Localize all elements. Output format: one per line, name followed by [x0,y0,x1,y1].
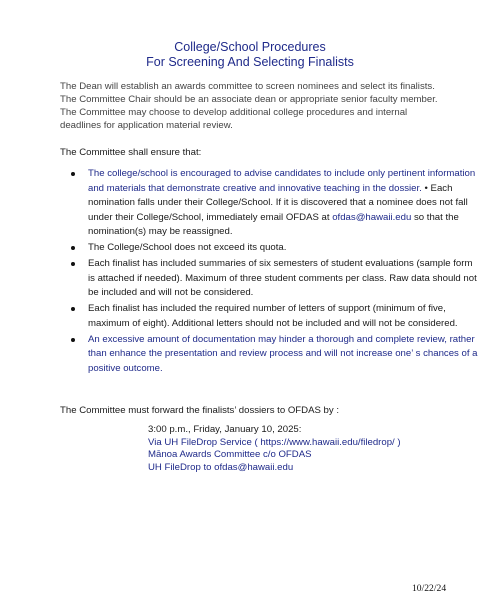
manoa-committee-line: Mānoa Awards Committee c/o OFDAS [148,449,312,460]
bullet-1-text-b: so that the nomination(s) may be reassigned. [88,211,459,237]
forward-heading: The Committee must forward the finalists’ dossiers to OFDAS by : [60,405,340,416]
deadline-time: 3:00 p.m., Friday, January 10, 2025: [148,424,302,435]
filedrop-to-prefix: UH FileDrop to [148,461,215,473]
title-line-1: College/School Procedures [174,40,326,54]
filedrop-service-prefix: Via UH FileDrop Service ( [148,436,261,448]
list-item [88,167,480,240]
ofdas-email-link-2[interactable]: ofdas@hawaii.edu [214,461,294,473]
intro-paragraph: The Dean will establish an awards committee to screen nominees and select its finalists. The Committee Chair should be an associate dean or appropriate senior faculty member. The Committee may choose to develop additional college procedures and internal deadlines for application material review. [60,81,438,131]
filedrop-service-suffix: ) [394,436,401,448]
revision-date: 10/22/24 [412,583,447,594]
filedrop-to-line [148,462,401,475]
filedrop-url-link[interactable]: https://www.hawaii.edu/filedrop/ [260,436,395,448]
list-item [88,241,480,256]
bullet-3-text: Each finalist has included summaries of six semesters of student evaluations (sample form is attached if needed). Maximum of three student comments per class. Raw data should not be included and will not be considered. [88,258,477,298]
bullet-4-text: Each finalist has included the required number of letters of support (minimum of five, maximum of eight). Additional letters should not be included and will not be considered. [88,303,458,329]
filedrop-service-line [148,437,401,450]
bullet-5-text: An excessive amount of documentation may hinder a thorough and complete review, rather than enhance the presentation and review process and will not increase one’ s chances of a positive outcome. [88,333,478,374]
list-item [88,333,480,377]
bullet-2-text: The College/School does not exceed its quota. [88,242,287,253]
page-title [0,40,500,70]
title-line-2: For Screening And Selecting Finalists [146,55,354,69]
list-item [88,257,480,301]
ensure-heading: The Committee shall ensure that: [60,147,202,158]
bullet-1-highlight: The college/school is encouraged to advise candidates to include only pertinent information and materials that demonstrate creative and innovative teaching in the dossier. [88,168,476,194]
bullet-1-text-a: • Each nomination falls under their College/School. If it is discovered that a nominee does not fall under their College/School, immediately email OFDAS at [88,182,468,223]
requirements-list [60,167,480,378]
ofdas-email-link-1[interactable]: ofdas@hawaii.edu [332,211,412,223]
deadline-block [148,424,401,474]
list-item [88,302,480,331]
